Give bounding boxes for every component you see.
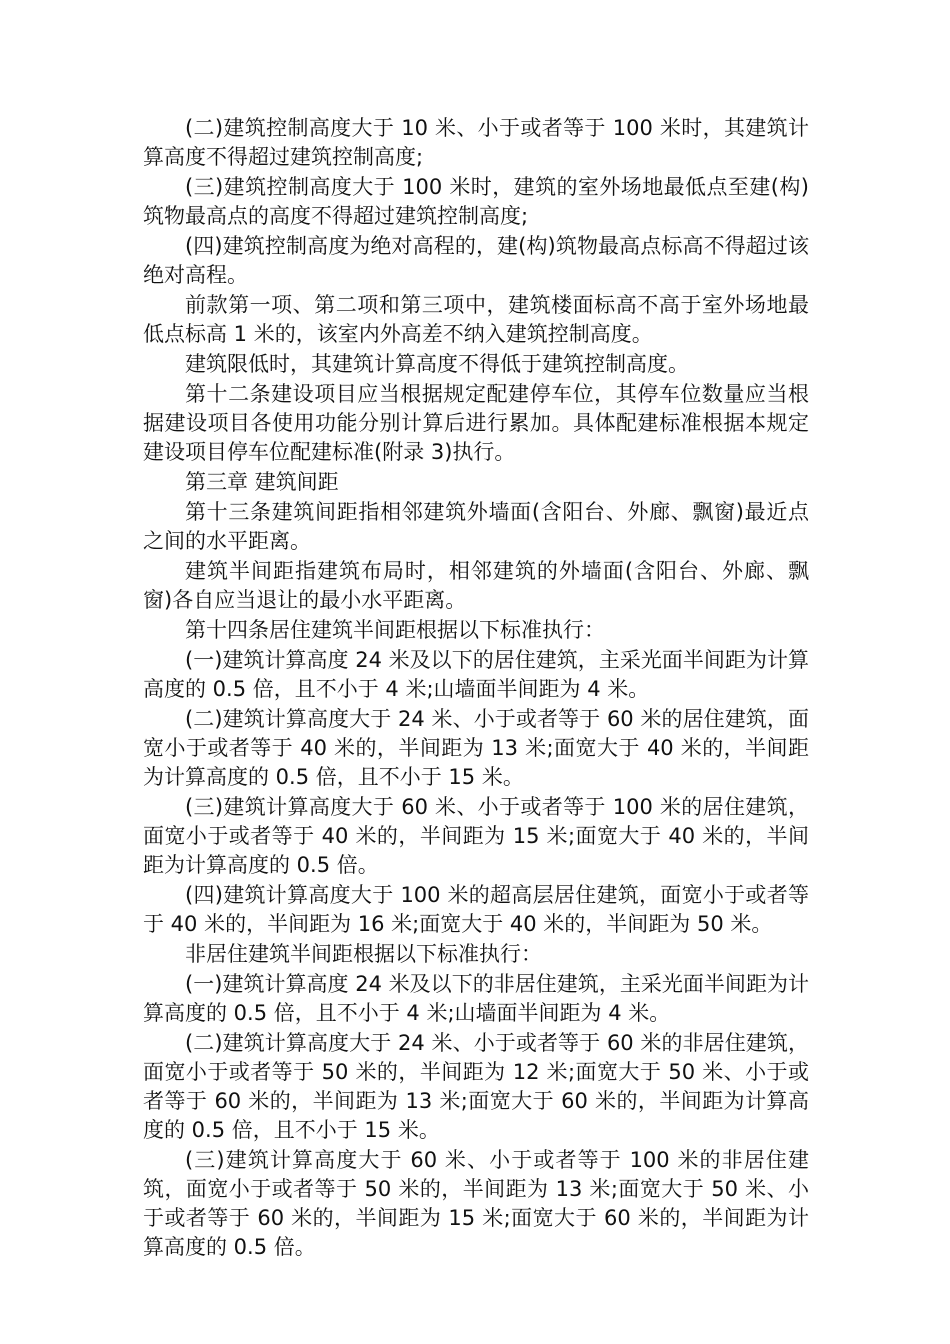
paragraph: 建筑限低时，其建筑计算高度不得低于建筑控制高度。 xyxy=(185,352,689,376)
list-item: (二)建筑计算高度大于 24 米、小于或者等于 60 米的居住建筑，面宽小于或者等于 40 米的，半间距为 13 米;面宽大于 40 米的，半间距为计算高度的 0.5 倍，且不小于 15 米。 xyxy=(143,707,809,789)
paragraph: 非居住建筑半间距根据以下标准执行： xyxy=(185,942,542,966)
document-body xyxy=(143,114,809,1263)
list-item: (一)建筑计算高度 24 米及以下的非居住建筑，主采光面半间距为计算高度的 0.5 倍，且不小于 4 米;山墙面半间距为 4 米。 xyxy=(143,972,809,1025)
list-item: (一)建筑计算高度 24 米及以下的居住建筑，主采光面半间距为计算高度的 0.5 倍，且不小于 4 米;山墙面半间距为 4 米。 xyxy=(143,648,809,701)
paragraph: 第十二条建设项目应当根据规定配建停车位，其停车位数量应当根据建设项目各使用功能分别计算后进行累加。具体配建标准根据本规定建设项目停车位配建标准(附录 3)执行。 xyxy=(143,382,809,464)
paragraph: (四)建筑控制高度为绝对高程的，建(构)筑物最高点标高不得超过该绝对高程。 xyxy=(143,234,809,287)
list-item: (二)建筑计算高度大于 24 米、小于或者等于 60 米的非居住建筑，面宽小于或者等于 50 米的，半间距为 12 米;面宽大于 50 米、小于或者等于 60 米的，半间距为 13 米;面宽大于 60 米的，半间距为计算高度的 0.5 倍，且不小于 15 米。 xyxy=(143,1031,809,1142)
paragraph: (三)建筑控制高度大于 100 米时，建筑的室外场地最低点至建(构)筑物最高点的高度不得超过建筑控制高度; xyxy=(143,175,809,228)
paragraph: 建筑半间距指建筑布局时，相邻建筑的外墙面(含阳台、外廊、飘窗)各自应当退让的最小水平距离。 xyxy=(143,559,809,612)
list-item: (三)建筑计算高度大于 60 米、小于或者等于 100 米的非居住建筑，面宽小于或者等于 50 米的，半间距为 13 米;面宽大于 50 米、小于或者等于 60 米的，半间距为 15 米;面宽大于 60 米的，半间距为计算高度的 0.5 倍。 xyxy=(143,1148,809,1259)
paragraph: 第十四条居住建筑半间距根据以下标准执行： xyxy=(185,618,605,642)
paragraph: 第十三条建筑间距指相邻建筑外墙面(含阳台、外廊、飘窗)最近点之间的水平距离。 xyxy=(143,500,809,553)
list-item: (四)建筑计算高度大于 100 米的超高层居住建筑，面宽小于或者等于 40 米的，半间距为 16 米;面宽大于 40 米的，半间距为 50 米。 xyxy=(143,883,809,936)
paragraph: (二)建筑控制高度大于 10 米、小于或者等于 100 米时，其建筑计算高度不得超过建筑控制高度; xyxy=(143,116,809,169)
paragraph: 前款第一项、第二项和第三项中，建筑楼面标高不高于室外场地最低点标高 1 米的，该室内外高差不纳入建筑控制高度。 xyxy=(143,293,809,346)
list-item: (三)建筑计算高度大于 60 米、小于或者等于 100 米的居住建筑，面宽小于或者等于 40 米的，半间距为 15 米;面宽大于 40 米的，半间距为计算高度的 0.5 倍。 xyxy=(143,795,809,877)
chapter-heading: 第三章 建筑间距 xyxy=(185,470,339,494)
